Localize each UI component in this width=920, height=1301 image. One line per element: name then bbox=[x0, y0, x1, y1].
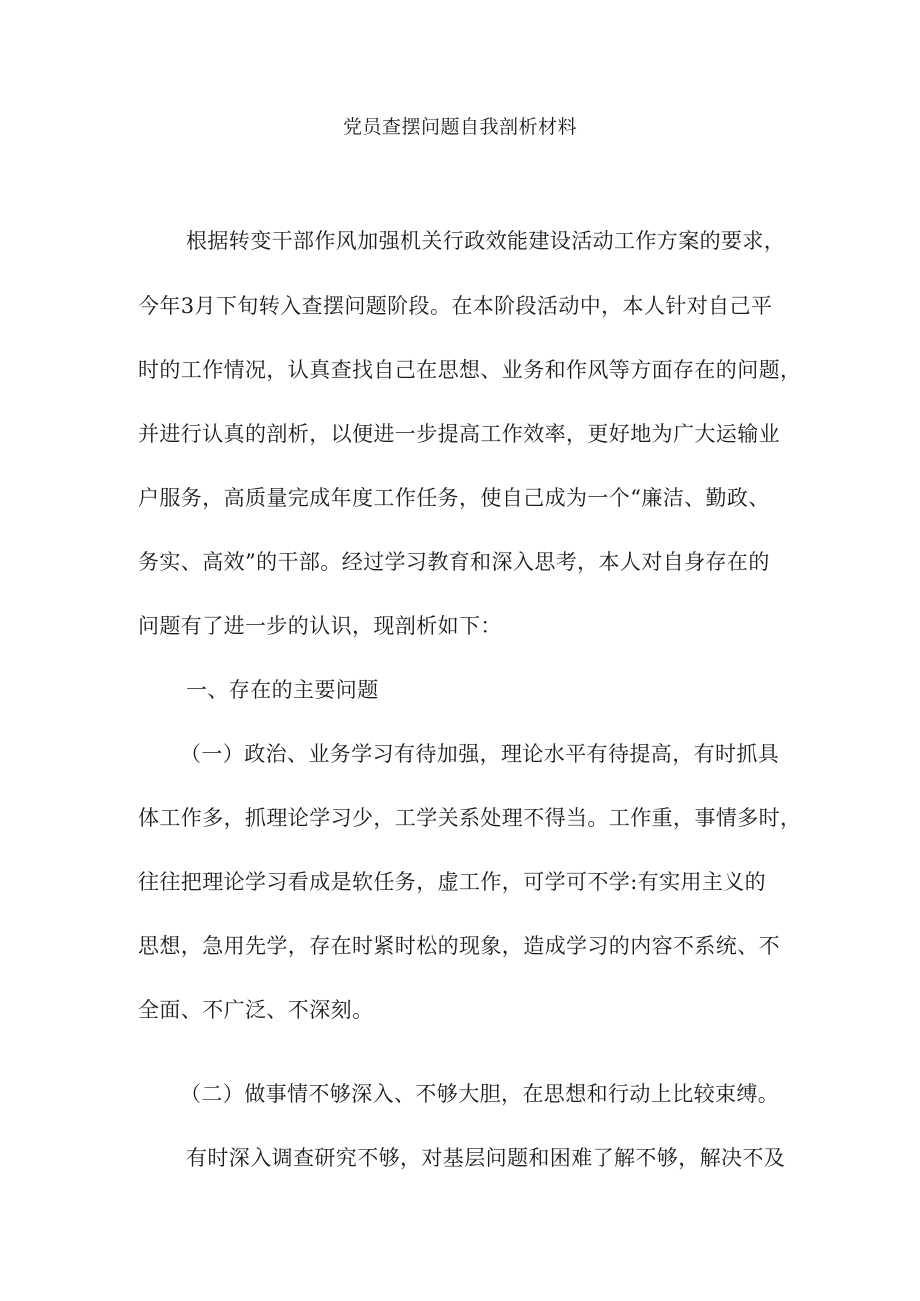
paragraph-line: 时的工作情况，认真查找自己在思想、业务和作风等方面存在的问题， bbox=[138, 358, 802, 382]
document-title: 党员查摆问题自我剖析材料 bbox=[342, 116, 577, 138]
paragraph-line: 体工作多，抓理论学习少，工学关系处理不得当。工作重，事情多时， bbox=[138, 806, 802, 830]
paragraph-line: 根据转变干部作风加强机关行政效能建设活动工作方案的要求， bbox=[186, 229, 786, 253]
paragraph-line: （二）做事情不够深入、不够大胆，在思想和行动上比较束缚。 bbox=[180, 1082, 780, 1106]
paragraph-line: 今年3月下旬转入查摆问题阶段。在本阶段活动中，本人针对自己平 bbox=[138, 294, 773, 318]
paragraph-line: 务实、高效”的干部。经过学习教育和深入思考，本人对自身存在的 bbox=[138, 550, 770, 574]
paragraph-line: 往往把理论学习看成是软任务，虚工作，可学可不学:有实用主义的 bbox=[138, 870, 767, 894]
paragraph-line: 全面、不广泛、不深刻。 bbox=[138, 998, 374, 1022]
paragraph-line: 有时深入调查研究不够，对基层问题和困难了解不够，解决不及 bbox=[186, 1146, 786, 1170]
paragraph-line: 思想，急用先学，存在时紧时松的现象，造成学习的内容不系统、不 bbox=[138, 934, 780, 958]
paragraph-line: 户服务，高质量完成年度工作任务，使自己成为一个“廉洁、勤政、 bbox=[138, 486, 770, 510]
paragraph-line: 问题有了进一步的认识，现剖析如下： bbox=[138, 614, 502, 638]
paragraph-line: 并进行认真的剖析，以便进一步提高工作效率，更好地为广大运输业 bbox=[138, 422, 780, 446]
paragraph-line: （一）政治、业务学习有待加强，理论水平有待提高，有时抓具 bbox=[180, 742, 780, 766]
section-heading: 一、存在的主要问题 bbox=[186, 678, 379, 702]
